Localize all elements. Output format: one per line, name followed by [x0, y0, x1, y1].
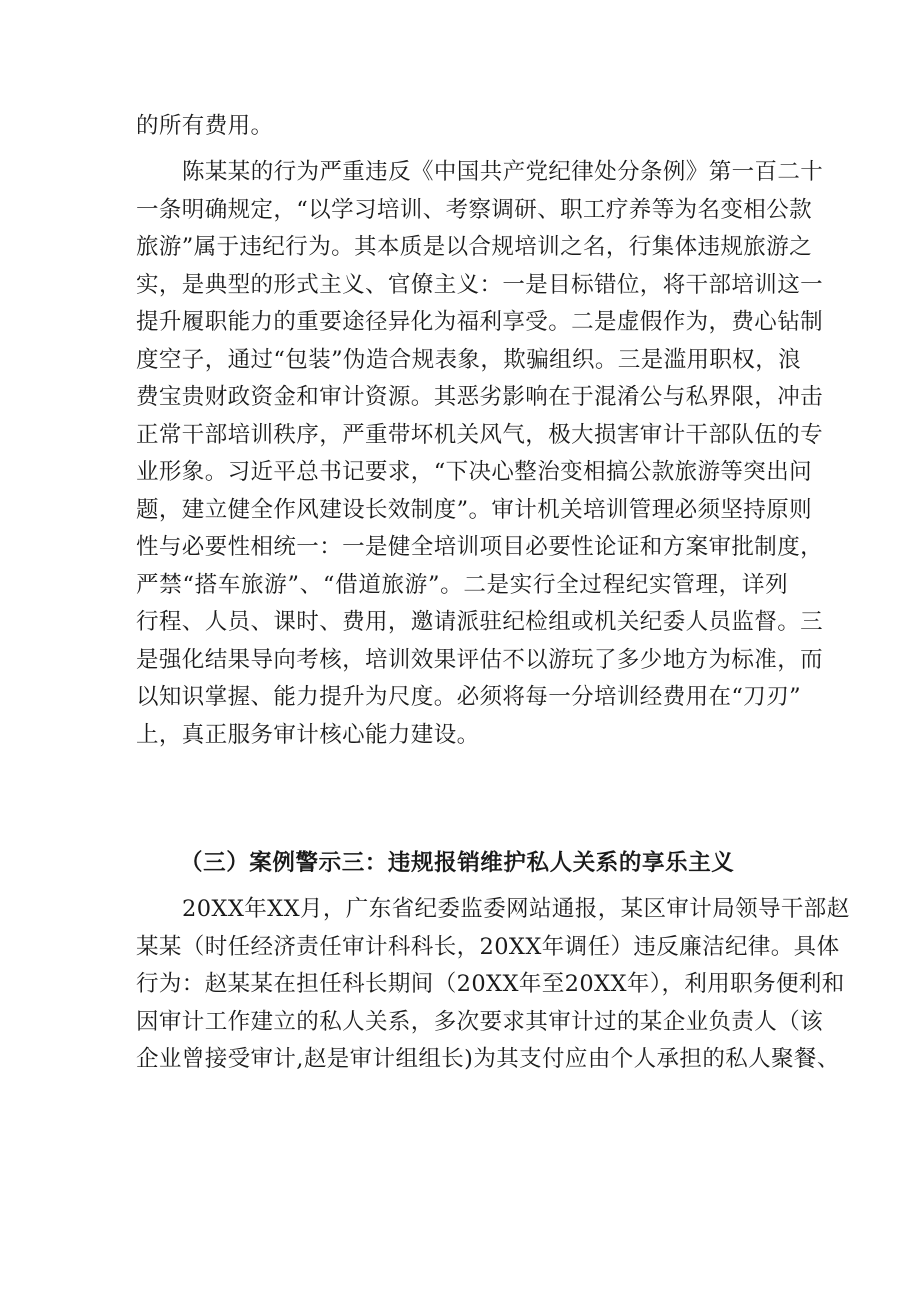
text-line: 正常干部培训秩序，严重带坏机关风气，极大损害审计干部队伍的专 — [136, 421, 824, 448]
text-line: 某某（时任经济责任审计科科长，20XX年调任）违反廉洁纪律。具体 — [136, 933, 840, 960]
text-line: 陈某某的行为严重违反《中国共产党纪律处分条例》第一百二十 — [182, 159, 824, 185]
text-line: 的所有费用。 — [136, 113, 274, 139]
text-line: 以知识掌握、能力提升为尺度。必须将每一分培训经费用在“刀刃” — [136, 684, 802, 710]
section-heading-block — [136, 845, 788, 883]
paragraph-chen-case-analysis — [136, 154, 824, 754]
text-line: 是强化结果导向考核，培训效果评估不以游玩了多少地方为标准，而 — [136, 646, 824, 673]
text-line: 企业曾接受审计,赵是审计组组长)为其支付应由个人承担的私人聚餐、 — [136, 1046, 840, 1072]
text-line: 业形象。习近平总书记要求，“下决心整治变相搞公款旅游等突出问 — [136, 459, 813, 485]
text-line: 行为：赵某某在担任科长期间（20XX年至20XX年），利用职务便利和 — [136, 971, 845, 997]
text-line: 上，真正服务审计核心能力建设。 — [136, 721, 480, 748]
paragraph-zhao-case — [136, 891, 850, 1079]
text-line: 严禁“搭车旅游”、“借道旅游”。二是实行全过程纪实管理，详列 — [136, 571, 788, 598]
text-line: 度空子，通过“包装”伪造合规表象，欺骗组织。三是滥用职权，浪 — [136, 346, 802, 373]
text-line: 题，建立健全作风建设长效制度”。审计机关培训管理必须坚持原则 — [136, 496, 813, 523]
text-line: 性与必要性相统一：一是健全培训项目必要性论证和方案审批制度， — [136, 534, 824, 560]
text-line: 行程、人员、课时、费用，邀请派驻纪检组或机关纪委人员监督。三 — [136, 609, 824, 635]
text-line: 20XX年XX月，广东省纪委监委网站通报，某区审计局领导干部赵 — [182, 896, 850, 922]
text-line: 实，是典型的形式主义、官僚主义：一是目标错位，将干部培训这一 — [136, 271, 824, 298]
text-line: 一条明确规定，“以学习培训、考察调研、职工疗养等为名变相公款 — [136, 196, 813, 223]
section-heading: （三）案例警示三：违规报销维护私人关系的享乐主义 — [180, 850, 735, 876]
text-line: 费宝贵财政资金和审计资源。其恶劣影响在于混淆公与私界限，冲击 — [136, 384, 824, 410]
paragraph-continuation — [136, 108, 788, 146]
text-line: 提升履职能力的重要途径异化为福利享受。二是虚假作为，费心钻制 — [136, 309, 824, 335]
text-line: 因审计工作建立的私人关系，多次要求其审计过的某企业负责人（该 — [136, 1008, 824, 1035]
text-line: 旅游”属于违纪行为。其本质是以合规培训之名，行集体违规旅游之 — [136, 234, 813, 260]
